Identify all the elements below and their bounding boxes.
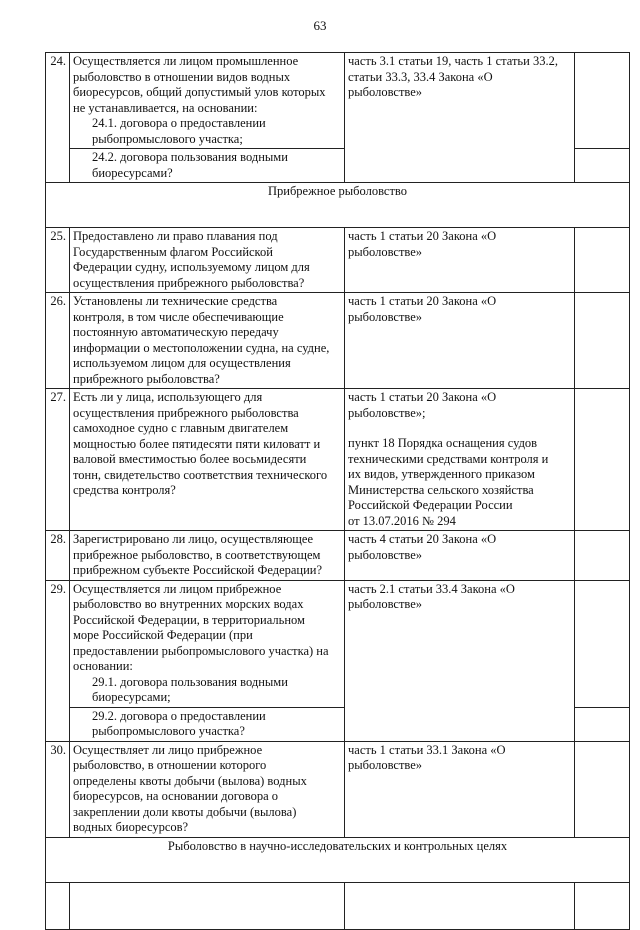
- table-row: [46, 741, 630, 837]
- row-number: 27.: [46, 389, 70, 531]
- row-number: 25.: [46, 228, 70, 293]
- table-row: [46, 882, 630, 929]
- text-line: рыболовство, в отношении которого: [73, 758, 267, 772]
- question-cell: [70, 741, 345, 837]
- text-line: рыбопромыслового участка?: [92, 724, 245, 738]
- section-row: [46, 837, 630, 882]
- row-number: 24.: [46, 53, 70, 183]
- text-line: часть 2.1 статьи 33.4 Закона «О: [348, 581, 515, 596]
- text-line: водных биоресурсов?: [73, 820, 189, 834]
- text-line: 29.2. договора о предоставлении: [92, 708, 266, 723]
- section-heading: Прибрежное рыболовство: [46, 183, 630, 228]
- question-text: [73, 54, 341, 116]
- text-line: средства контроля?: [73, 483, 176, 497]
- table-row: [46, 293, 630, 389]
- table-row: [46, 531, 630, 581]
- row-number: 28.: [46, 531, 70, 581]
- text-line: рыболовство во внутренних морских водах: [73, 597, 304, 611]
- answer-cell[interactable]: [575, 293, 630, 389]
- table-row: [46, 580, 630, 707]
- text-line: часть 1 статьи 20 Закона «О: [348, 390, 497, 404]
- text-line: рыболовстве»: [348, 85, 423, 99]
- reference-text: [348, 229, 571, 260]
- text-line: Российской Федерации России: [348, 498, 513, 512]
- sub-item: [73, 709, 341, 740]
- text-line: биоресурсами?: [92, 165, 173, 180]
- text-line: Осуществляется ли лицом промышленное: [73, 54, 299, 68]
- text-line: Установлены ли технические средства: [73, 294, 278, 308]
- section-heading: Рыболовство в научно-исследовательских и контрольных целях: [46, 837, 630, 882]
- text-line: часть 1 статьи 33.1 Закона «О: [348, 742, 506, 757]
- question-cell: [70, 389, 345, 531]
- text-line: Есть ли у лица, использующего для: [73, 390, 263, 404]
- text-line: биоресурсов, общий допустимый улов которых: [73, 85, 326, 99]
- reference-text: [348, 294, 571, 325]
- text-line: 29.1. договора пользования водными: [92, 674, 288, 689]
- reference-cell: [345, 293, 575, 389]
- table-row: [46, 53, 630, 149]
- answer-cell[interactable]: [575, 531, 630, 581]
- reference-cell: [345, 741, 575, 837]
- text-line: часть 4 статьи 20 Закона «О: [348, 532, 497, 546]
- question-text: [73, 229, 341, 291]
- text-line: не устанавливается, на основании:: [73, 100, 258, 115]
- text-line: от 13.07.2016 № 294: [348, 513, 456, 528]
- answer-cell[interactable]: [575, 882, 630, 929]
- answer-cell[interactable]: [575, 53, 630, 149]
- text-line: рыболовстве»: [348, 309, 423, 324]
- reference-cell: [345, 389, 575, 531]
- reference-cell: [345, 531, 575, 581]
- table-row: [46, 389, 630, 531]
- text-line: Федерации судну, используемому лицом для: [73, 260, 310, 274]
- question-text: [73, 390, 341, 499]
- text-line: информации о местоположении судна, на судне,: [73, 340, 330, 355]
- row-number: 30.: [46, 741, 70, 837]
- answer-cell[interactable]: [575, 149, 630, 183]
- text-line: часть 1 статьи 20 Закона «О: [348, 294, 497, 308]
- question-text: [73, 582, 341, 675]
- question-text: [73, 743, 341, 836]
- text-line: Государственным флагом Российской: [73, 244, 273, 259]
- text-line: часть 3.1 статьи 19, часть 1 статьи 33.2,: [348, 54, 558, 68]
- checklist-table: [45, 52, 630, 930]
- text-line: часть 1 статьи 20 Закона «О: [348, 229, 497, 243]
- question-cell: [70, 53, 345, 149]
- text-line: их видов, утвержденного приказом: [348, 467, 535, 481]
- question-cell: [70, 580, 345, 707]
- reference-text: [348, 532, 571, 563]
- text-line: Министерства сельского хозяйства: [348, 482, 534, 497]
- text-line: используемом лицом для осуществления: [73, 356, 291, 370]
- question-text: [73, 294, 341, 387]
- text-line: тонн, свидетельство соответствия технического: [73, 467, 328, 482]
- text-line: осуществления прибрежного рыболовства?: [73, 275, 305, 290]
- text-line: статьи 33.3, 33.4 Закона «О: [348, 69, 493, 84]
- text-line: прибрежного рыболовства?: [73, 371, 220, 386]
- answer-cell[interactable]: [575, 228, 630, 293]
- reference-text: [348, 54, 571, 101]
- sub-item: [73, 116, 341, 147]
- question-cell: [70, 293, 345, 389]
- text-line: Зарегистрировано ли лицо, осуществляющее: [73, 532, 314, 546]
- row-number: 26.: [46, 293, 70, 389]
- text-line: валовой вместимостью более восьмидесяти: [73, 452, 307, 466]
- text-line: рыболовство в отношении видов водных: [73, 69, 291, 84]
- text-line: постоянную автоматическую передачу: [73, 325, 279, 339]
- text-line: рыболовстве»: [348, 244, 423, 259]
- answer-cell[interactable]: [575, 389, 630, 531]
- row-number: 29.: [46, 580, 70, 741]
- text-line: рыбопромыслового участка;: [92, 131, 243, 146]
- page-number: 63: [313, 18, 327, 33]
- question-cell: [70, 707, 345, 741]
- question-cell: [70, 149, 345, 183]
- text-line: Российской Федерации, в территориальном: [73, 612, 305, 627]
- section-row: [46, 183, 630, 228]
- answer-cell[interactable]: [575, 741, 630, 837]
- text-line: основании:: [73, 659, 133, 673]
- text-line: предоставлении рыбопромыслового участка) на: [73, 643, 329, 658]
- text-line: закреплении доли квоты добычи (вылова): [73, 804, 297, 819]
- text-line: пункт 18 Порядка оснащения судов: [348, 436, 538, 450]
- table-row: [46, 228, 630, 293]
- reference-cell: [345, 228, 575, 293]
- text-line: Осуществляет ли лицо прибрежное: [73, 742, 263, 757]
- text-line: мощностью более пятидесяти пяти киловатт и: [73, 436, 321, 451]
- text-line: осуществления прибрежного рыболовства: [73, 405, 299, 420]
- text-line: рыболовстве»: [348, 758, 423, 772]
- text-line: биоресурсов, на основании договора о: [73, 789, 279, 803]
- text-line: контроля, в том числе обеспечивающие: [73, 309, 284, 324]
- reference-text: [348, 743, 571, 774]
- sub-item: [73, 675, 341, 706]
- text-line: море Российской Федерации (при: [73, 628, 253, 642]
- question-text: [73, 532, 341, 579]
- question-cell: [70, 228, 345, 293]
- text-line: прибрежном субъекте Российской Федерации?: [73, 563, 323, 577]
- answer-cell[interactable]: [575, 707, 630, 741]
- answer-cell[interactable]: [575, 580, 630, 707]
- text-line: рыболовстве»: [348, 597, 423, 611]
- text-line: техническими средствами контроля и: [348, 451, 549, 466]
- text-line: самоходное судно с главным двигателем: [73, 421, 289, 435]
- reference-text: [348, 390, 571, 421]
- text-line: определены квоты добычи (вылова) водных: [73, 773, 307, 788]
- reference-cell: [345, 580, 575, 741]
- text-line: рыболовстве»;: [348, 405, 426, 420]
- reference-cell: [345, 53, 575, 183]
- text-line: прибрежное рыболовство, в соответствующем: [73, 547, 321, 562]
- reference-text: [348, 436, 571, 529]
- text-line: биоресурсами;: [92, 690, 171, 704]
- text-line: Предоставлено ли право плавания под: [73, 229, 278, 243]
- question-cell: [70, 531, 345, 581]
- text-line: рыболовстве»: [348, 547, 423, 562]
- text-line: Осуществляется ли лицом прибрежное: [73, 581, 282, 596]
- sub-item: [73, 150, 341, 181]
- text-line: 24.1. договора о предоставлении: [92, 116, 266, 130]
- text-line: 24.2. договора пользования водными: [92, 150, 288, 164]
- reference-text: [348, 582, 571, 613]
